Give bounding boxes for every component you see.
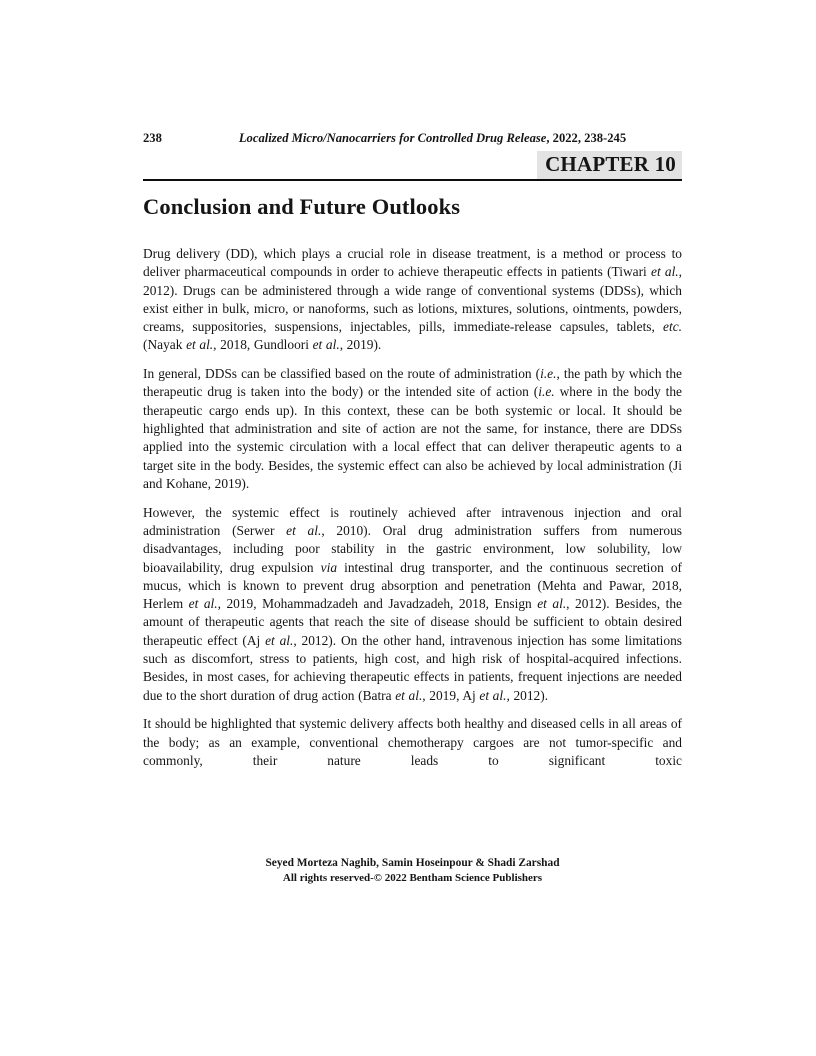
text-run: , 2012).	[506, 687, 549, 703]
italic-text-run: et al.	[312, 337, 340, 353]
chapter-badge: CHAPTER 10	[537, 151, 682, 179]
italic-text-run: et al.	[537, 596, 567, 612]
text-run: (Nayak	[143, 337, 187, 353]
italic-text-run: et al.	[286, 522, 322, 538]
italic-text-run: via	[320, 559, 338, 575]
chapter-heading-row	[143, 151, 682, 181]
text-run: , 2010). Oral drug administration suffers from numerous disadvantages, including poor stability in the gastric environment, low solubility, low bioavailability, drug expulsion	[143, 522, 682, 575]
italic-text-run: i.e.	[538, 384, 555, 400]
text-run: intestinal drug transporter, and the continuous secretion of mucus, which is known to prevent drug absorption and penetration (Mehta and Pawar, 2018, Herlem	[143, 559, 683, 612]
running-title	[183, 130, 682, 147]
running-head	[143, 130, 682, 147]
text-run: In general, DDSs can be classified based on the route of administration (	[143, 366, 541, 382]
italic-text-run: et al.	[186, 337, 214, 353]
text-run: , 2012). Drugs can be administered through a wide range of conventional systems (DDSs), which exist either in bulk, micro, or nanoforms, such as lotions, mixtures, solutions, ointments, powders, creams, suppositories, suspensions, injectables, pills, immediate-release capsules, tablets,	[143, 264, 683, 335]
footer-authors: Seyed Morteza Naghib, Samin Hoseinpour & Shadi Zarshad	[265, 857, 560, 869]
page-number: 238	[143, 131, 162, 145]
running-title-book: Localized Micro/Nanocarriers for Controlled Drug Release	[238, 131, 547, 145]
text-run: However, the systemic effect is routinely achieved after intravenous injection and oral administration (Serwer	[143, 504, 682, 538]
italic-text-run: et al.	[265, 632, 294, 648]
italic-text-run: et al.	[479, 687, 507, 703]
italic-text-run: i.e.	[540, 366, 557, 382]
body-paragraph	[143, 504, 682, 705]
text-run: , 2019, Aj	[422, 687, 480, 703]
text-run: It should be highlighted that systemic delivery affects both healthy and diseased cells in all areas of the body; as an example, conventional chemotherapy cargoes are not tumor-specific and commonly, their nature leads to significant toxic	[143, 716, 682, 768]
page-footer	[143, 856, 682, 885]
footer-copyright: All rights reserved-© 2022 Bentham Science Publishers	[282, 871, 543, 884]
text-run: where in the body the therapeutic cargo ends up). In this context, these can be both systemic or local. It should be highlighted that administration and site of action are not the same, for instance, there are DDSs applied into the systemic circulation with a local effect that can deliver therapeutic agents to a target site in the body. Besides, the systemic effect can also be achieved by local administration (Ji and Kohane, 2019).	[143, 384, 682, 491]
text-run: , 2018, Gundloori	[213, 337, 313, 353]
text-run: , 2012). On the other hand, intravenous injection has some limitations such as discomfort, stress to patients, high cost, and high risk of hospital-acquired infections. Besides, in most cases, for achieving therapeutic effects in patients, frequent injections are needed due to the short duration of drug action (Batra	[143, 632, 682, 703]
italic-text-run: et al.	[651, 264, 679, 280]
text-run: , 2012). Besides, the amount of therapeutic agents that reach the site of disease should be sufficient to obtain desired therapeutic effect (Aj	[143, 596, 682, 648]
text-run: , the path by which the therapeutic drug is taken into the body) or the intended site of action (	[143, 366, 682, 400]
italic-text-run: et al.	[395, 687, 423, 703]
chapter-title: Conclusion and Future Outlooks	[143, 194, 461, 219]
text-run: Drug delivery (DD), which plays a crucial role in disease treatment, is a method or process to deliver pharmaceutical compounds in order to achieve therapeutic effects in patients (Tiwari	[143, 246, 682, 280]
italic-text-run: etc.	[663, 319, 682, 335]
body-paragraph	[143, 715, 682, 770]
text-run: , 2019, Mohammadzadeh and Javadzadeh, 2018, Ensign	[217, 596, 538, 612]
body-paragraph	[143, 365, 682, 493]
body-paragraph	[143, 245, 682, 355]
body-text	[143, 245, 682, 781]
text-run: , 2019).	[339, 337, 382, 353]
running-title-pages: , 2022, 238-245	[546, 131, 627, 145]
italic-text-run: et al.	[188, 596, 218, 612]
